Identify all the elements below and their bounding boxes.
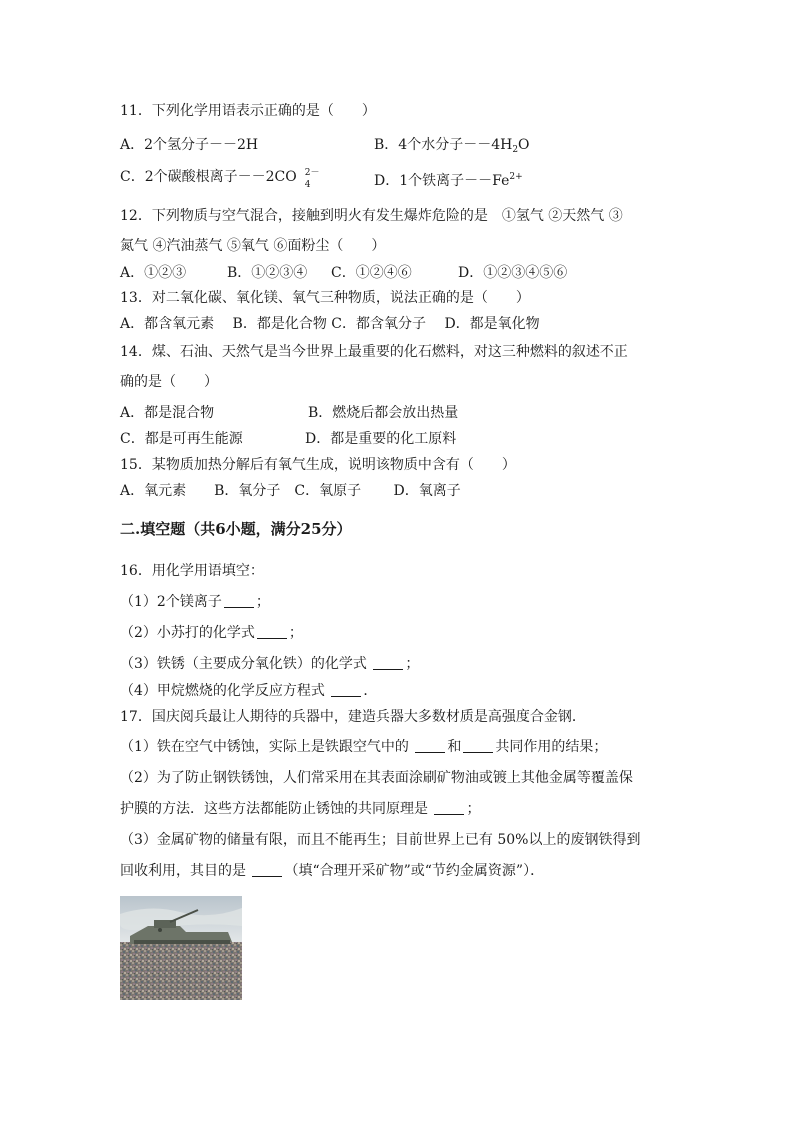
q14-option-c: C．都是可再生能源 xyxy=(120,431,243,447)
q14-option-d: D．都是重要的化工原料 xyxy=(305,431,457,447)
answer-blank[interactable] xyxy=(224,593,254,608)
q12-stem-line2: 氮气 ④汽油蒸气 ⑤氧气 ⑥面粉尘（ ） xyxy=(120,238,386,254)
q17-part3-line2: 回收利用，其目的是 （填“合理开采矿物”或“节约金属资源”）． xyxy=(120,863,545,879)
q14-stem-line1: 14．煤、石油、天然气是当今世界上最重要的化石燃料，对这三种燃料的叙述不正 xyxy=(120,344,628,360)
q15-stem: 15．某物质加热分解后有氧气生成，说明该物质中含有（ ） xyxy=(120,457,516,473)
section-heading: 二.填空题（共6小题，满分25分） xyxy=(120,520,352,538)
answer-blank[interactable] xyxy=(415,738,445,753)
answer-blank[interactable] xyxy=(331,682,361,697)
q17-stem: 17．国庆阅兵最让人期待的兵器中，建造兵器大多数材质是高强度合金钢． xyxy=(120,709,586,725)
q11-option-b: B．4个水分子$--4H_2O$ xyxy=(374,137,530,155)
q11-option-a: A．2个氢分子－－2H xyxy=(120,137,259,153)
answer-blank[interactable] xyxy=(434,800,464,815)
armored-vehicle-photo xyxy=(120,896,242,1000)
carbonate-charge: 2－ 4 xyxy=(304,168,320,190)
q14-option-a: A．都是混合物 xyxy=(120,405,215,421)
q16-part2: （2）小苏打的化学式 ； xyxy=(120,625,303,641)
q16-part4: （4）甲烷燃烧的化学反应方程式 ． xyxy=(120,683,378,699)
q16-part3: （3）铁锈（主要成分氧化铁）的化学式 ； xyxy=(120,656,420,672)
q17-part2-line2: 护膜的方法．这些方法都能防止锈蚀的共同原理是 ； xyxy=(120,801,481,817)
answer-blank[interactable] xyxy=(257,624,287,639)
q12-option-c: C．①②④⑥ xyxy=(331,265,412,281)
q13-options: A．都含氧元素 B．都是化合物 C．都含氧分子 D．都是氧化物 xyxy=(120,316,540,332)
q12-option-b: B．①②③④ xyxy=(227,265,308,281)
q11-option-c: C．2个碳酸根离子－－2CO 2－ 4 xyxy=(120,168,320,190)
q17-part2-line1: （2）为了防止钢铁锈蚀，人们常采用在其表面涂刷矿物油或镀上其他金属等覆盖保 xyxy=(120,770,633,786)
q11-stem: 11．下列化学用语表示正确的是（ ） xyxy=(120,103,376,119)
q14-stem-line2: 确的是（ ） xyxy=(120,374,218,390)
answer-blank[interactable] xyxy=(252,862,282,877)
q12-option-a: A．①②③ xyxy=(120,265,187,281)
q16-part1: （1）2个镁离子 ； xyxy=(120,594,270,610)
q12-stem-line1: 12．下列物质与空气混合，接触到明火有发生爆炸危险的是 ①氢气 ②天然气 ③ xyxy=(120,208,623,224)
q15-options: A．氧元素 B．氧分子 C．氧原子 D．氧离子 xyxy=(120,483,461,499)
q17-part1: （1）铁在空气中锈蚀，实际上是铁跟空气中的 和 共同作用的结果； xyxy=(120,739,608,755)
q14-option-b: B．燃烧后都会放出热量 xyxy=(308,405,459,421)
answer-blank[interactable] xyxy=(373,655,403,670)
q12-option-d: D．①②③④⑤⑥ xyxy=(458,265,568,281)
q13-stem: 13．对二氧化碳、氧化镁、氧气三种物质，说法正确的是（ ） xyxy=(120,290,530,306)
answer-blank[interactable] xyxy=(463,738,493,753)
q17-part3-line1: （3）金属矿物的储量有限，而且不能再生；目前世界上已有 50%以上的废钢铁得到 xyxy=(120,832,641,848)
q16-stem: 16．用化学用语填空： xyxy=(120,563,264,579)
q11-option-d: D．1个铁离子$--Fe^{2+}$ xyxy=(374,172,523,189)
